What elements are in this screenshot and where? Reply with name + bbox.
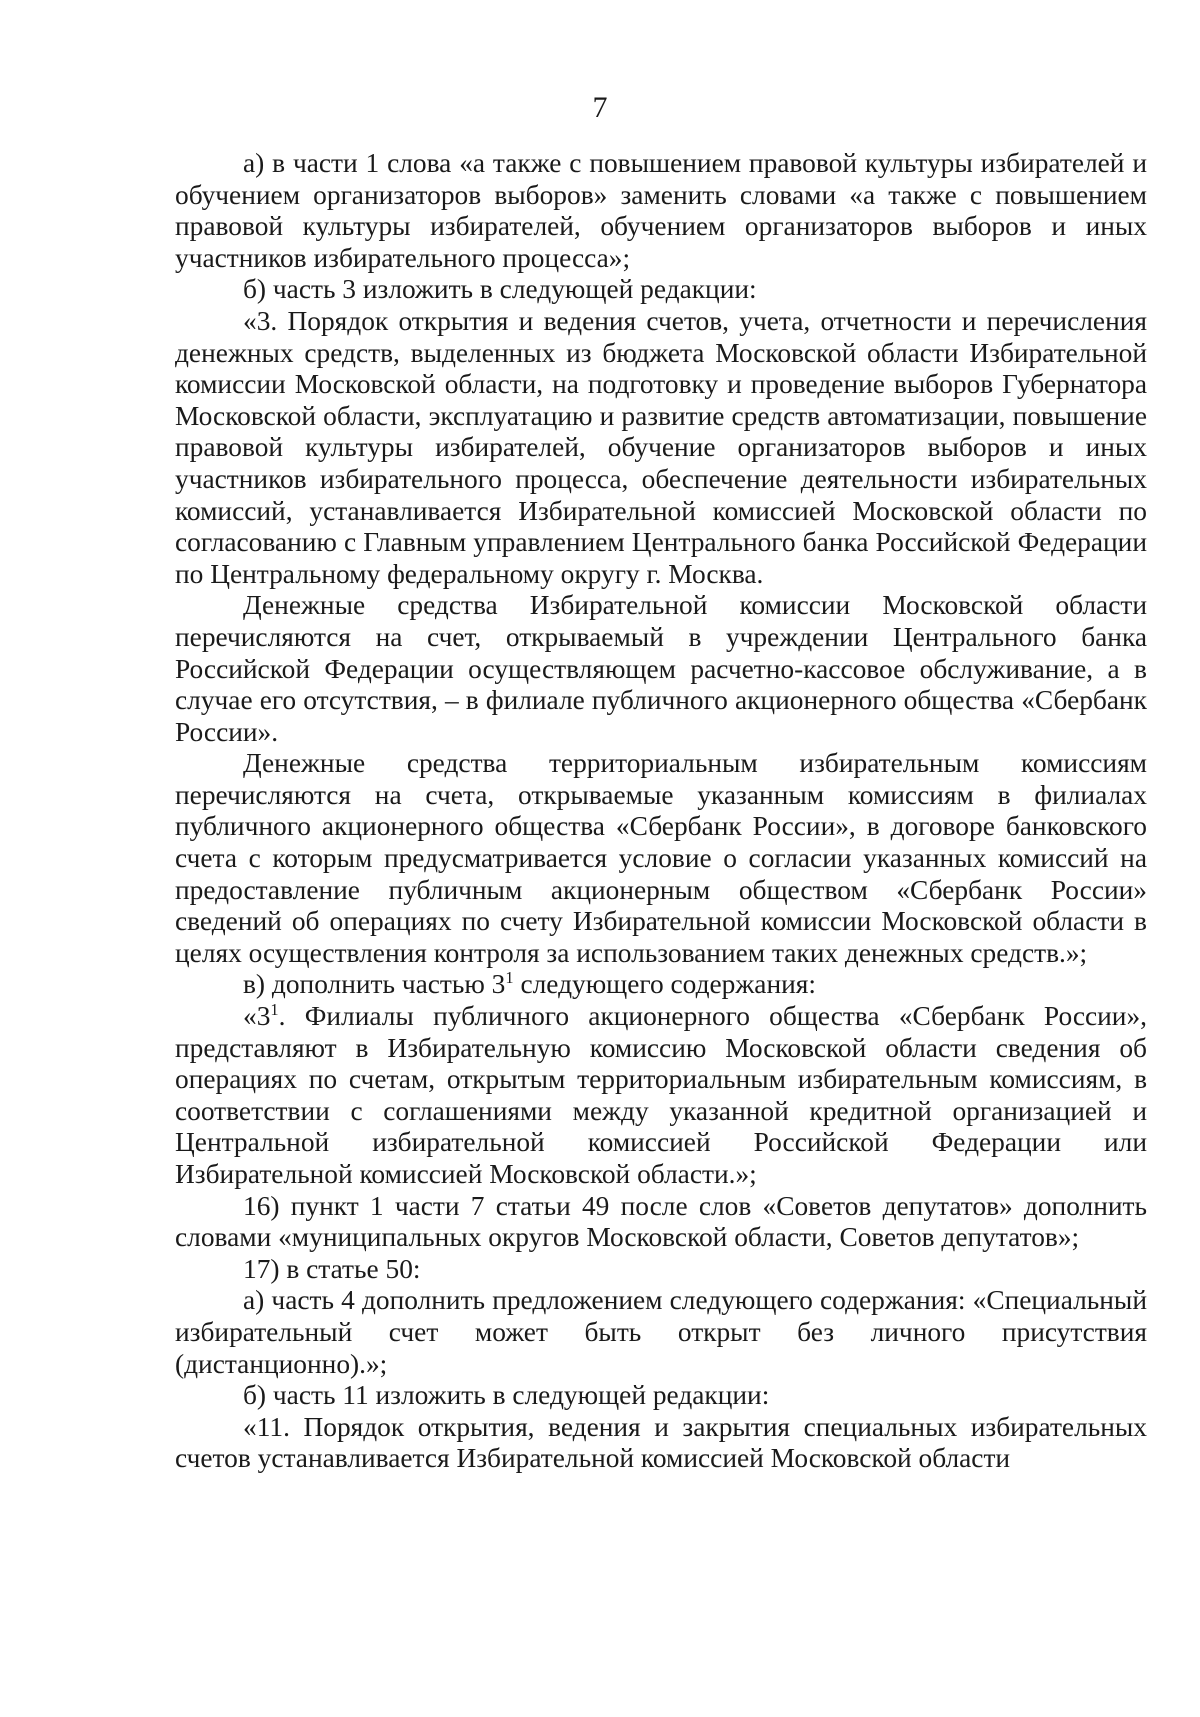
paragraph-b-part-11: б) часть 11 изложить в следующей редакции: — [243, 1380, 770, 1411]
paragraph-a-part-4: а) часть 4 дополнить предложением следующего содержания: «Специальный избирательный счет может быть открыт без личного присутствия (дистанционно).»; — [175, 1285, 1147, 1379]
paragraph-a-part-1: а) в части 1 слова «а также с повышением правовой культуры избирателей и обучением организаторов выборов» заменить словами «а также с повышением правовой культуры избирателей, обучением организаторов выборов и иных участников избирательного процесса»; — [175, 148, 1147, 273]
paragraph-v-text-before: в) дополнить частью 3 — [243, 969, 506, 1000]
paragraph-3-1-text-after: . Филиалы публичного акционерного общества «Сбербанк России», представляют в Избирательную комиссию Московской области сведения об операциях по счетам, открытым территориальным избирательным комиссиям, в соответствии с соглашениями между указанной кредитной организацией и Центральной избирательной комиссией Российской Федерации или Избирательной комиссией Московской области.»; — [175, 1001, 1147, 1189]
superscript-1: 1 — [270, 999, 279, 1019]
document-body — [175, 148, 1147, 1475]
paragraph-v-text-after: следующего содержания: — [513, 969, 816, 1000]
paragraph-funds-territorial: Денежные средства территориальным избирательным комиссиям перечисляются на счета, открываемые указанным комиссиям в филиалах публичного акционерного общества «Сбербанк России», в договоре банковского счета с которым предусматривается условие о согласии указанных комиссий на предоставление публичным акционерным обществом «Сбербанк России» сведений об операциях по счету Избирательной комиссии Московской области в целях осуществления контроля за использованием таких денежных средств.»; — [175, 748, 1147, 968]
paragraph-part-3-text: «3. Порядок открытия и ведения счетов, учета, отчетности и перечисления денежных средств, выделенных из бюджета Московской области Избирательной комиссии Московской области, на подготовку и проведение выборов Губернатора Московской области, эксплуатацию и развитие средств автоматизации, повышение правовой культуры избирателей, обучение организаторов выборов и иных участников избирательного процесса, обеспечение деятельности избирательных комиссий, устанавливается Избирательной комиссией Московской области по согласованию с Главным управлением Центрального банка Российской Федерации по Центральному федеральному округу г. Москва. — [175, 305, 1147, 589]
paragraph-17-article-50: 17) в статье 50: — [243, 1253, 421, 1284]
paragraph-3-1-text-before: «3 — [243, 1001, 271, 1032]
superscript-1: 1 — [505, 968, 514, 988]
paragraph-part-11-text: «11. Порядок открытия, ведения и закрытия специальных избирательных счетов устанавливается Избирательной комиссией Московской области — [175, 1411, 1147, 1474]
paragraph-part-3-1-text — [175, 1001, 1147, 1191]
paragraph-16-article-49: 16) пункт 1 части 7 статьи 49 после слов «Советов депутатов» дополнить словами «муниципальных округов Московской области, Советов депутатов»; — [175, 1190, 1147, 1253]
paragraph-v-add-part — [175, 969, 1147, 1001]
page-number: 7 — [592, 91, 608, 124]
paragraph-funds-commission: Денежные средства Избирательной комиссии Московской области перечисляются на счет, открываемый в учреждении Центрального банка Российской Федерации осуществляющем расчетно-кассовое обслуживание, а в случае его отсутствия, – в филиале публичного акционерного общества «Сбербанк России». — [175, 590, 1147, 747]
paragraph-b-part-3: б) часть 3 изложить в следующей редакции: — [243, 274, 757, 305]
